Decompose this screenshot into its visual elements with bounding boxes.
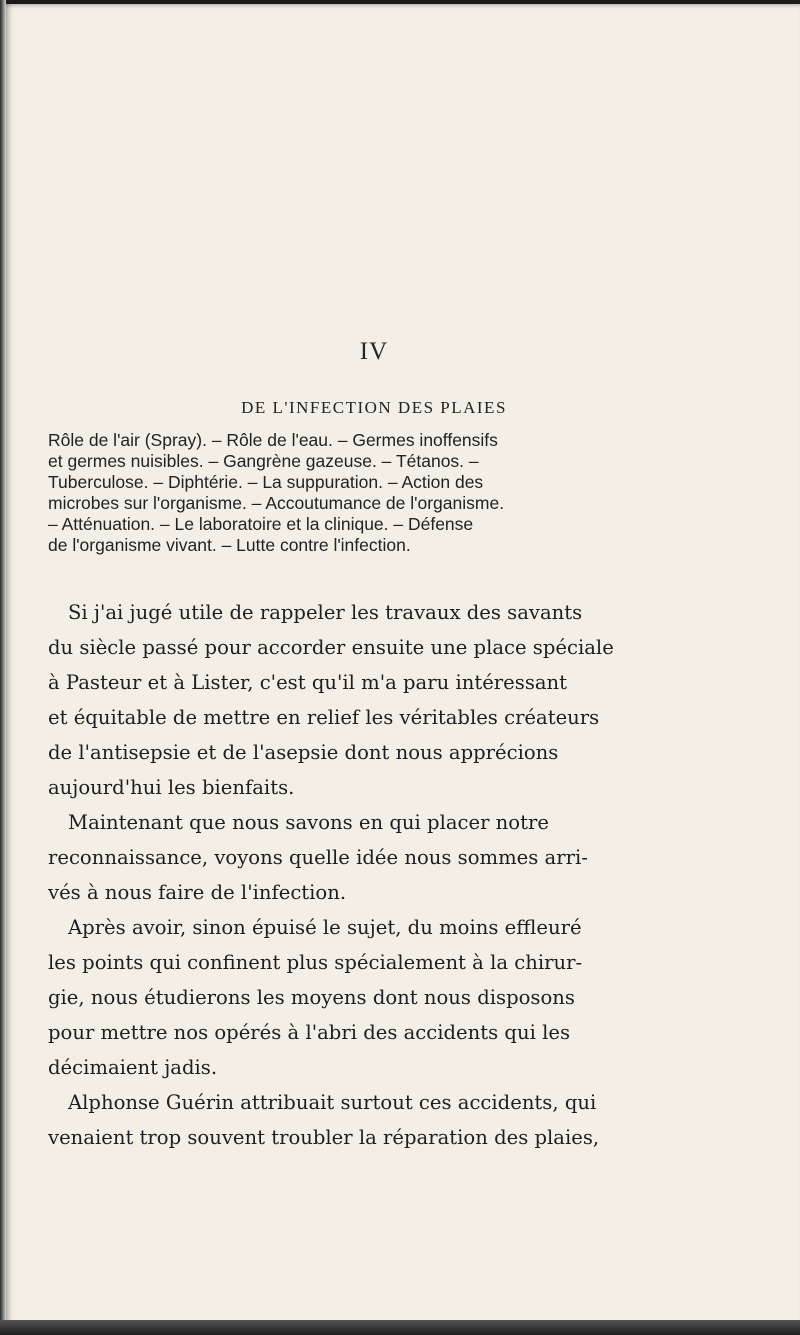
body-line: les points qui confinent plus spécialement à la chirur- bbox=[48, 951, 583, 974]
body-line: gie, nous étudierons les moyens dont nous disposons bbox=[48, 986, 575, 1009]
body-line: et équitable de mettre en relief les véritables créateurs bbox=[48, 706, 600, 729]
body-line: pour mettre nos opérés à l'abri des accidents qui les bbox=[48, 1021, 570, 1044]
body-line: aujourd'hui les bienfaits. bbox=[48, 776, 295, 799]
summary-line: et germes nuisibles. – Gangrène gazeuse. – Tétanos. – bbox=[48, 451, 479, 471]
page-bottom-edge bbox=[0, 1320, 800, 1335]
body-line: à Pasteur et à Lister, c'est qu'il m'a paru intéressant bbox=[48, 671, 568, 694]
summary-line: – Atténuation. – Le laboratoire et la clinique. – Défense bbox=[48, 514, 474, 534]
chapter-summary bbox=[48, 430, 688, 556]
body-line: Si j'ai jugé utile de rappeler les travaux des savants bbox=[68, 601, 583, 624]
body-line: Maintenant que nous savons en qui placer notre bbox=[68, 811, 549, 834]
summary-line: Rôle de l'air (Spray). – Rôle de l'eau. – Germes inoffensifs bbox=[48, 430, 498, 450]
body-line: venaient trop souvent troubler la réparation des plaies, bbox=[48, 1126, 600, 1149]
body-line: vés à nous faire de l'infection. bbox=[48, 881, 347, 904]
summary-line: de l'organisme vivant. – Lutte contre l'infection. bbox=[48, 535, 411, 555]
body-line: Après avoir, sinon épuisé le sujet, du moins effleuré bbox=[68, 916, 582, 939]
body-text bbox=[48, 595, 698, 1155]
body-line: reconnaissance, voyons quelle idée nous sommes arri- bbox=[48, 846, 588, 869]
body-line: Alphonse Guérin attribuait surtout ces accidents, qui bbox=[68, 1091, 597, 1114]
summary-line: Tuberculose. – Diphtérie. – La suppuration. – Action des bbox=[48, 472, 484, 492]
summary-line: microbes sur l'organisme. – Accoutumance de l'organisme. bbox=[48, 493, 505, 513]
body-line: du siècle passé pour accorder ensuite une place spéciale bbox=[48, 636, 614, 659]
body-line: décimaient jadis. bbox=[48, 1056, 218, 1079]
body-line: de l'antisepsie et de l'asepsie dont nous apprécions bbox=[48, 741, 559, 764]
chapter-number: IV bbox=[359, 338, 389, 365]
chapter-title: DE L'INFECTION DES PLAIES bbox=[241, 398, 507, 417]
